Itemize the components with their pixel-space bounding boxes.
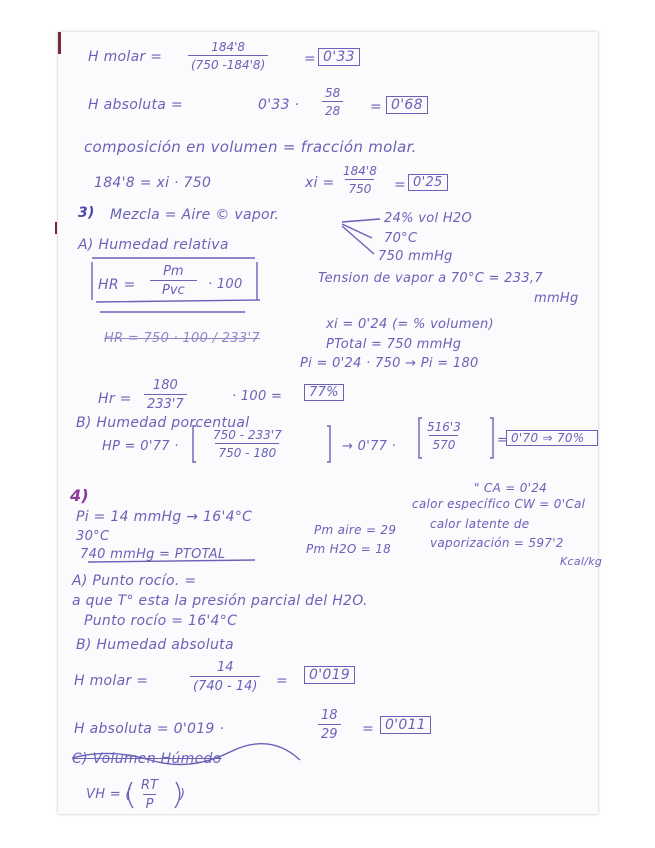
fraction-denominator: 28 <box>322 101 343 118</box>
fraction-numerator: Pm <box>163 264 184 279</box>
composition-statement: composición en volumen = fracción molar. <box>84 138 417 156</box>
mixture-statement: Mezcla = Aire © vapor. <box>110 207 280 223</box>
air-molar-mass: Pm aire = 29 <box>314 523 397 537</box>
equals-sign: = <box>304 51 317 67</box>
molar-humidity-result: 0'33 <box>318 48 360 66</box>
fraction-denominator: 570 <box>429 435 458 452</box>
molecular-weight-ratio <box>322 86 343 118</box>
molar-humidity-label: H molar = <box>74 673 149 689</box>
vapor-tension-unit: mmHg <box>534 291 579 306</box>
fraction-denominator: 750 - 180 <box>215 443 279 460</box>
vapor-tension-line: Tension de vapor a 70°C = 233,7 <box>318 271 543 286</box>
page-edge-mark <box>58 32 61 54</box>
equals-sign: = <box>362 721 375 737</box>
dew-point-result: Punto rocío = 16'4°C <box>84 613 238 629</box>
latent-heat-label: calor latente de <box>430 517 530 531</box>
vaporization-heat: vaporización = 597'2 <box>430 536 564 550</box>
air-specific-heat: " CA = 0'24 <box>474 481 548 495</box>
percentage-humidity-fraction-2 <box>424 420 464 452</box>
multiply-hundred: · 100 = <box>232 389 283 404</box>
fraction-numerator: 18 <box>321 708 338 723</box>
equals-sign: = <box>394 177 407 193</box>
percentage-humidity-heading: B) Humedad porcentual <box>76 415 250 431</box>
data-temperature: 70°C <box>384 231 418 246</box>
absolute-humidity-result: 0'68 <box>386 96 428 114</box>
crossed-out-calculation: HR = 750 · 100 / 233'7 <box>104 331 260 346</box>
fraction-denominator: 29 <box>318 724 341 742</box>
fraction-numerator: 180 <box>152 378 178 393</box>
data-vapor-volume: 24% vol H2O <box>384 211 472 226</box>
fraction-denominator: 750 <box>345 179 374 196</box>
percentage-humidity-step: → 0'77 · <box>342 439 397 454</box>
fraction-numerator: RT <box>141 778 158 793</box>
problem-number-4: 4) <box>70 486 90 505</box>
humid-volume-fraction <box>138 778 161 812</box>
fraction-denominator: Pvc <box>150 280 197 298</box>
relative-humidity-result-fraction <box>144 378 187 412</box>
relative-humidity-formula-fraction <box>150 264 197 298</box>
relative-humidity-result: 77% <box>304 384 344 401</box>
fraction-numerator: 184'8 <box>343 164 377 178</box>
absolute-humidity-label: H absoluta = 0'019 · <box>74 721 225 737</box>
molar-humidity-label: H molar = <box>88 49 163 65</box>
equals-sign: = <box>497 433 509 448</box>
humid-volume-label: VH = ( <box>86 787 131 802</box>
relative-humidity-heading: A) Humedad relativa <box>78 237 229 253</box>
mole-fraction-result: 0'25 <box>408 174 448 191</box>
absolute-humidity-label: H absoluta = <box>88 97 183 113</box>
relative-humidity-formula-label: HR = <box>98 277 136 293</box>
equals-sign: = <box>276 673 289 689</box>
fraction-denominator: (750 -184'8) <box>188 55 268 72</box>
molar-humidity-fraction <box>188 40 268 72</box>
fraction-numerator: 516'3 <box>427 420 461 434</box>
molar-humidity-result: 0'019 <box>304 666 355 684</box>
mole-fraction-label: xi = <box>305 175 335 191</box>
temperature-data: 30°C <box>76 529 110 544</box>
relative-humidity-result-label: Hr = <box>98 391 132 407</box>
fraction-numerator: 184'8 <box>211 40 246 54</box>
percentage-humidity-label: HP = 0'77 · <box>102 439 179 454</box>
humid-volume-heading: C) Volumen Húmedo <box>72 751 222 767</box>
molecular-weight-ratio <box>318 708 341 742</box>
fraction-denominator: (740 - 14) <box>190 676 260 694</box>
absolute-humidity-result: 0'011 <box>380 716 431 734</box>
mole-fraction-equation: 184'8 = xi · 750 <box>94 175 212 191</box>
partial-pressure-line: Pi = 0'24 · 750 → Pi = 180 <box>300 356 479 371</box>
heat-unit: Kcal/kg <box>560 555 603 568</box>
multiply-hundred: · 100 <box>208 277 243 292</box>
mole-fraction-line: xi = 0'24 (= % volumen) <box>326 317 494 332</box>
mole-fraction-fraction <box>340 164 380 196</box>
fraction-denominator: P <box>143 794 157 812</box>
water-molar-mass: Pm H2O = 18 <box>306 542 392 556</box>
total-pressure-data: 740 mmHg = PTOTAL <box>80 547 226 562</box>
fraction-numerator: 14 <box>216 660 234 675</box>
dew-point-heading: A) Punto rocío. = <box>72 573 197 589</box>
fraction-numerator: 58 <box>325 86 341 100</box>
absolute-humidity-heading: B) Humedad absoluta <box>76 637 234 653</box>
total-pressure-line: PTotal = 750 mmHg <box>326 337 462 352</box>
molar-humidity-fraction <box>190 660 260 694</box>
fraction-denominator: 233'7 <box>144 394 187 412</box>
absolute-humidity-value: 0'33 · <box>258 97 300 113</box>
percentage-humidity-fraction <box>210 428 285 460</box>
problem-number-3: 3) <box>78 205 95 221</box>
percentage-humidity-result: 0'70 ⇒ 70% <box>506 430 598 446</box>
equals-sign: = <box>370 99 383 115</box>
dew-point-question: a que T° esta la presión parcial del H2O. <box>72 593 368 609</box>
fraction-numerator: 750 - 233'7 <box>213 428 282 442</box>
page-edge-mark <box>55 222 57 234</box>
closing-parenthesis: ) <box>180 787 186 802</box>
data-pressure: 750 mmHg <box>378 249 453 264</box>
partial-pressure-data: Pi = 14 mmHg → 16'4°C <box>76 509 253 525</box>
water-specific-heat: calor específico CW = 0'Cal <box>412 498 586 510</box>
